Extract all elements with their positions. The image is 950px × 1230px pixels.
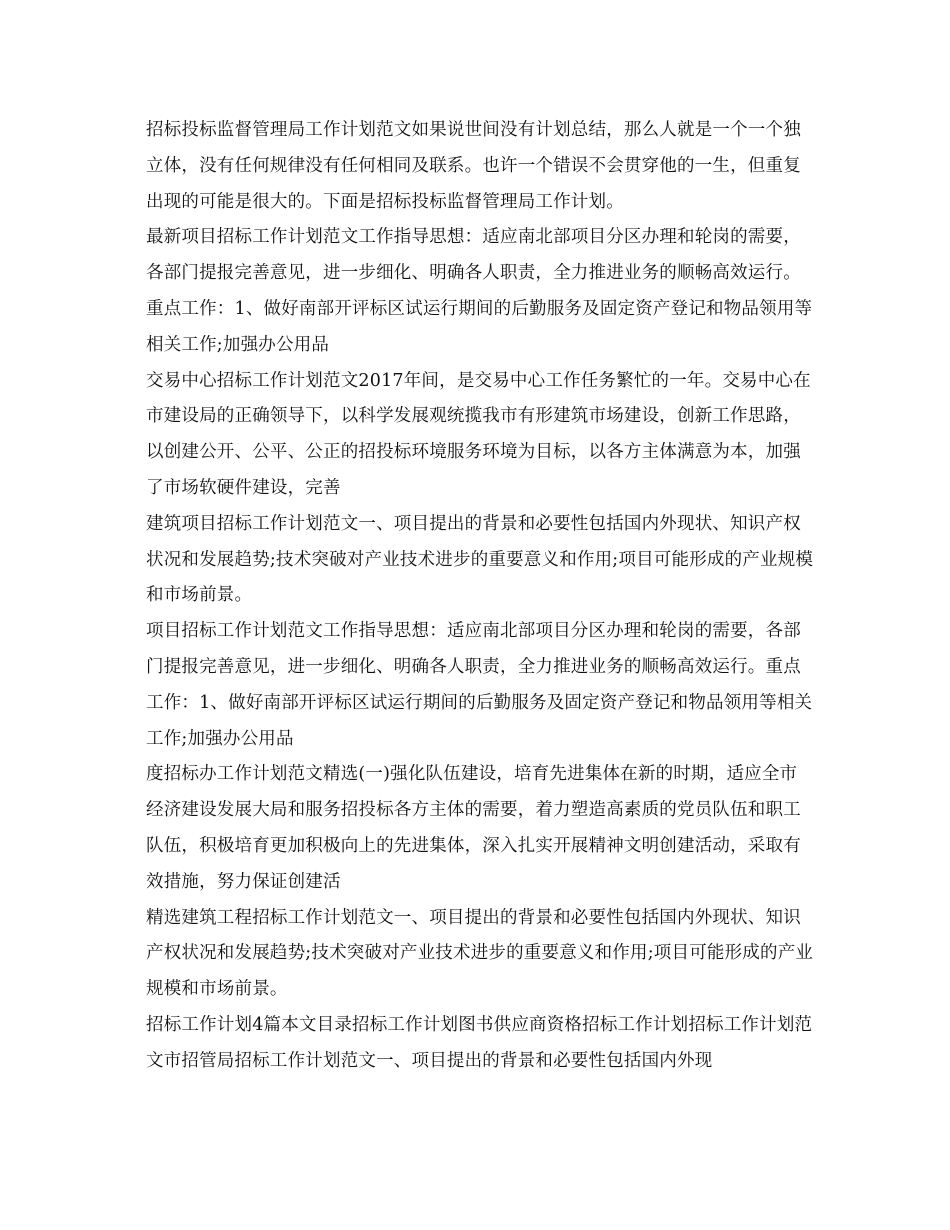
paragraph-latest-project-bidding-plan: 最新项目招标工作计划范文工作指导思想：适应南北部项目分区办理和轮岗的需要，各部门提报完善意见，进一步细化、明确各人职责，全力推进业务的顺畅高效运行。重点工作：1、做好南部开评标区试运行期间的后勤服务及固定资产登记和物品领用等相关工作;加强办公用品 xyxy=(146,227,813,355)
paragraph-bidding-supervision-plan: 招标投标监督管理局工作计划范文如果说世间没有计划总结，那么人就是一个一个独立体，没有任何规律没有任何相同及联系。也许一个错误不会贯穿他的一生，但重复出现的可能是很大的。下面是招标投标监督管理局工作计划。 xyxy=(146,120,801,212)
paragraph-bidding-plan-four-articles: 招标工作计划4篇本文目录招标工作计划图书供应商资格招标工作计划招标工作计划范文市招管局招标工作计划范文一、项目提出的背景和必要性包括国内外现 xyxy=(146,1014,813,1071)
paragraph-construction-project-plan: 建筑项目招标工作计划范文一、项目提出的背景和必要性包括国内外现状、知识产权状况和发展趋势;技术突破对产业技术进步的重要意义和作用;项目可能形成的产业规模和市场前景。 xyxy=(146,513,814,606)
paragraph-selected-construction-plan: 精选建筑工程招标工作计划范文一、项目提出的背景和必要性包括国内外现状、知识产权状况和发展趋势;技术突破对产业技术进步的重要意义和作用;项目可能形成的产业规模和市场前景。 xyxy=(146,907,814,1000)
paragraph-trading-center-plan: 交易中心招标工作计划范文2017年间，是交易中心工作任务繁忙的一年。交易中心在市建设局的正确领导下，以科学发展观统揽我市有形建筑市场建设，创新工作思路，以创建公开、公平、公正的招投标环境服务环境为目标，以各方主体满意为本，加强了市场软硬件建设，完善 xyxy=(146,370,811,498)
document-body xyxy=(146,113,814,1080)
paragraph-project-bidding-plan: 项目招标工作计划范文工作指导思想：适应南北部项目分区办理和轮岗的需要，各部门提报完善意见，进一步细化、明确各人职责，全力推进业务的顺畅高效运行。重点工作：1、做好南部开评标区试运行期间的后勤服务及固定资产登记和物品领用等相关工作;加强办公用品 xyxy=(146,621,813,749)
paragraph-annual-bidding-office-plan: 度招标办工作计划范文精选(一)强化队伍建设，培育先进集体在新的时期，适应全市经济建设发展大局和服务招投标各方主体的需要，着力塑造高素质的党员队伍和职工队伍，积极培育更加积极向上的先进集体，深入扎实开展精神文明创建活动，采取有效措施，努力保证创建活 xyxy=(146,764,801,892)
